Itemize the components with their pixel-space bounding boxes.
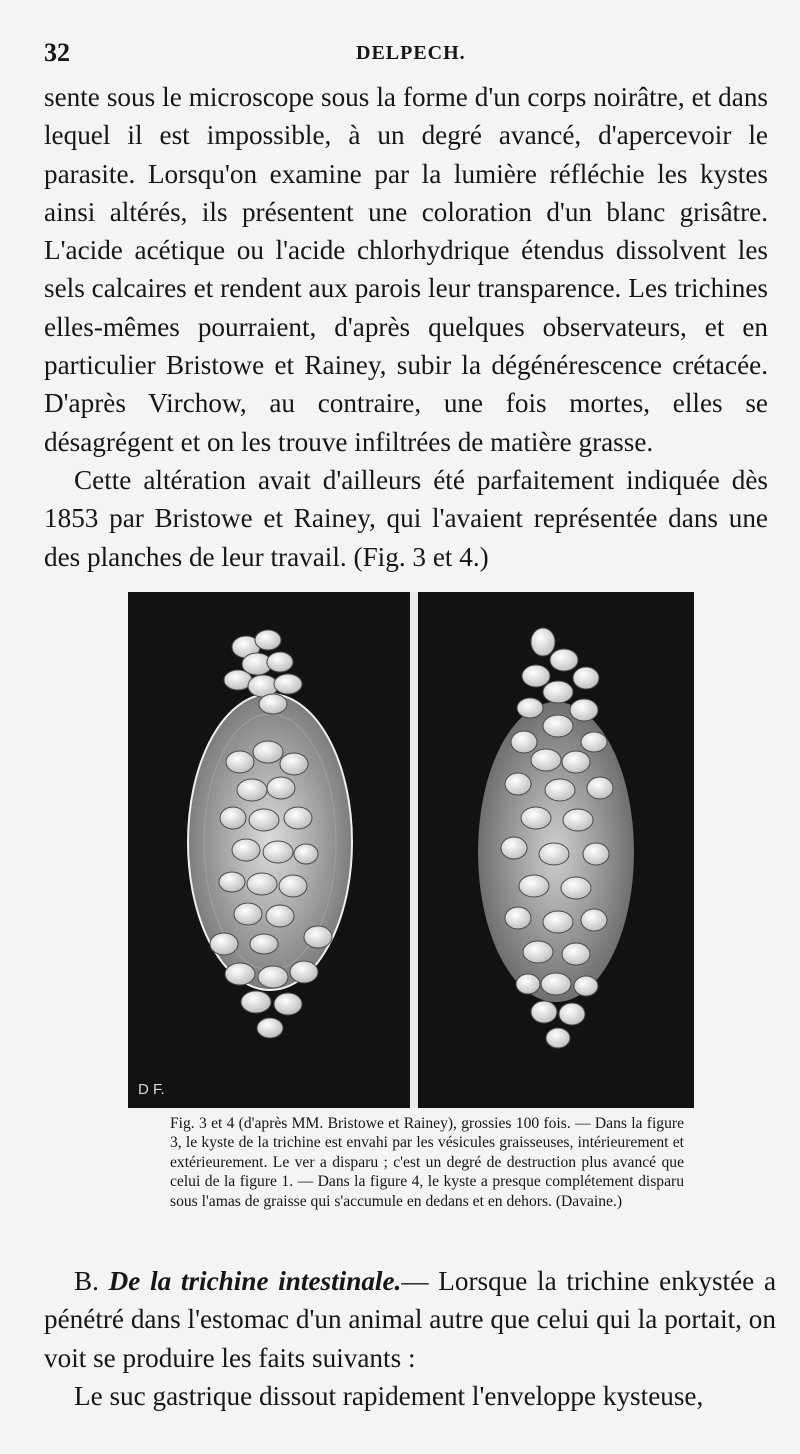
running-head: DELPECH. [356,42,466,64]
section-text [44,1262,776,1415]
body-text [44,78,768,576]
page-number: 32 [44,38,70,67]
section-paragraph-1-text: Lorsque la trichine enkystée a pénétré dans l'estomac d'un animal autre que celui qui la portait, on voit se produire les faits suivants : [44,1266,777,1373]
figure-3-cyst-illustration [128,592,410,1108]
body-paragraph-1: sente sous le microscope sous la forme d'un corps noirâtre, et dans lequel il est impossible, à un degré avancé, d'apercevoir le parasite. Lorsqu'on examine par la lumière réfléchie les kystes ainsi altérés, ils présentent une coloration d'un blanc grisâtre. L'acide acétique ou l'acide chlorhydrique étendus dissolvent les sels calcaires et rendent aux parois leur transparence. Les trichines elles-mêmes pourraient, d'après quelques observateurs, et en particulier Bristowe et Rainey, subir la dégénérescence crétacée. D'après Virchow, au contraire, une fois mortes, elles se désagrégent et on les trouve infiltrées de matière grasse. [44,82,768,457]
body-paragraph-2: Cette altération avait d'ailleurs été parfaitement indiquée dès 1853 par Bristowe et Rainey, qui l'avaient représentée dans une des planches de leur travail. (Fig. 3 et 4.) [44,464,768,572]
figure-plate [128,592,694,1108]
figure-4-cyst-illustration [418,592,694,1108]
section-dash: — [401,1266,429,1296]
engraver-initials: D F. [138,1081,165,1098]
section-paragraph-1 [44,1262,776,1377]
page-header [44,38,760,72]
figure-divider [410,592,418,1108]
section-paragraph-2: Le suc gastrique dissout rapidement l'enveloppe kysteuse, [74,1380,704,1411]
section-label: B. [74,1266,99,1296]
section-title: De la trichine intestinale. [108,1266,402,1296]
figure-caption: Fig. 3 et 4 (d'après MM. Bristowe et Rainey), grossies 100 fois. — Dans la figure 3, le kyste de la trichine est envahi par les vésicules graisseuses, intérieurement et extérieurement. Le ver a disparu ; c'est un degré de destruction plus avancé que celui de la figure 1. — Dans la figure 4, le kyste a presque complétement disparu sous l'amas de graisse qui s'accumule en dedans et en dehors. (Davaine.) [170,1115,684,1210]
